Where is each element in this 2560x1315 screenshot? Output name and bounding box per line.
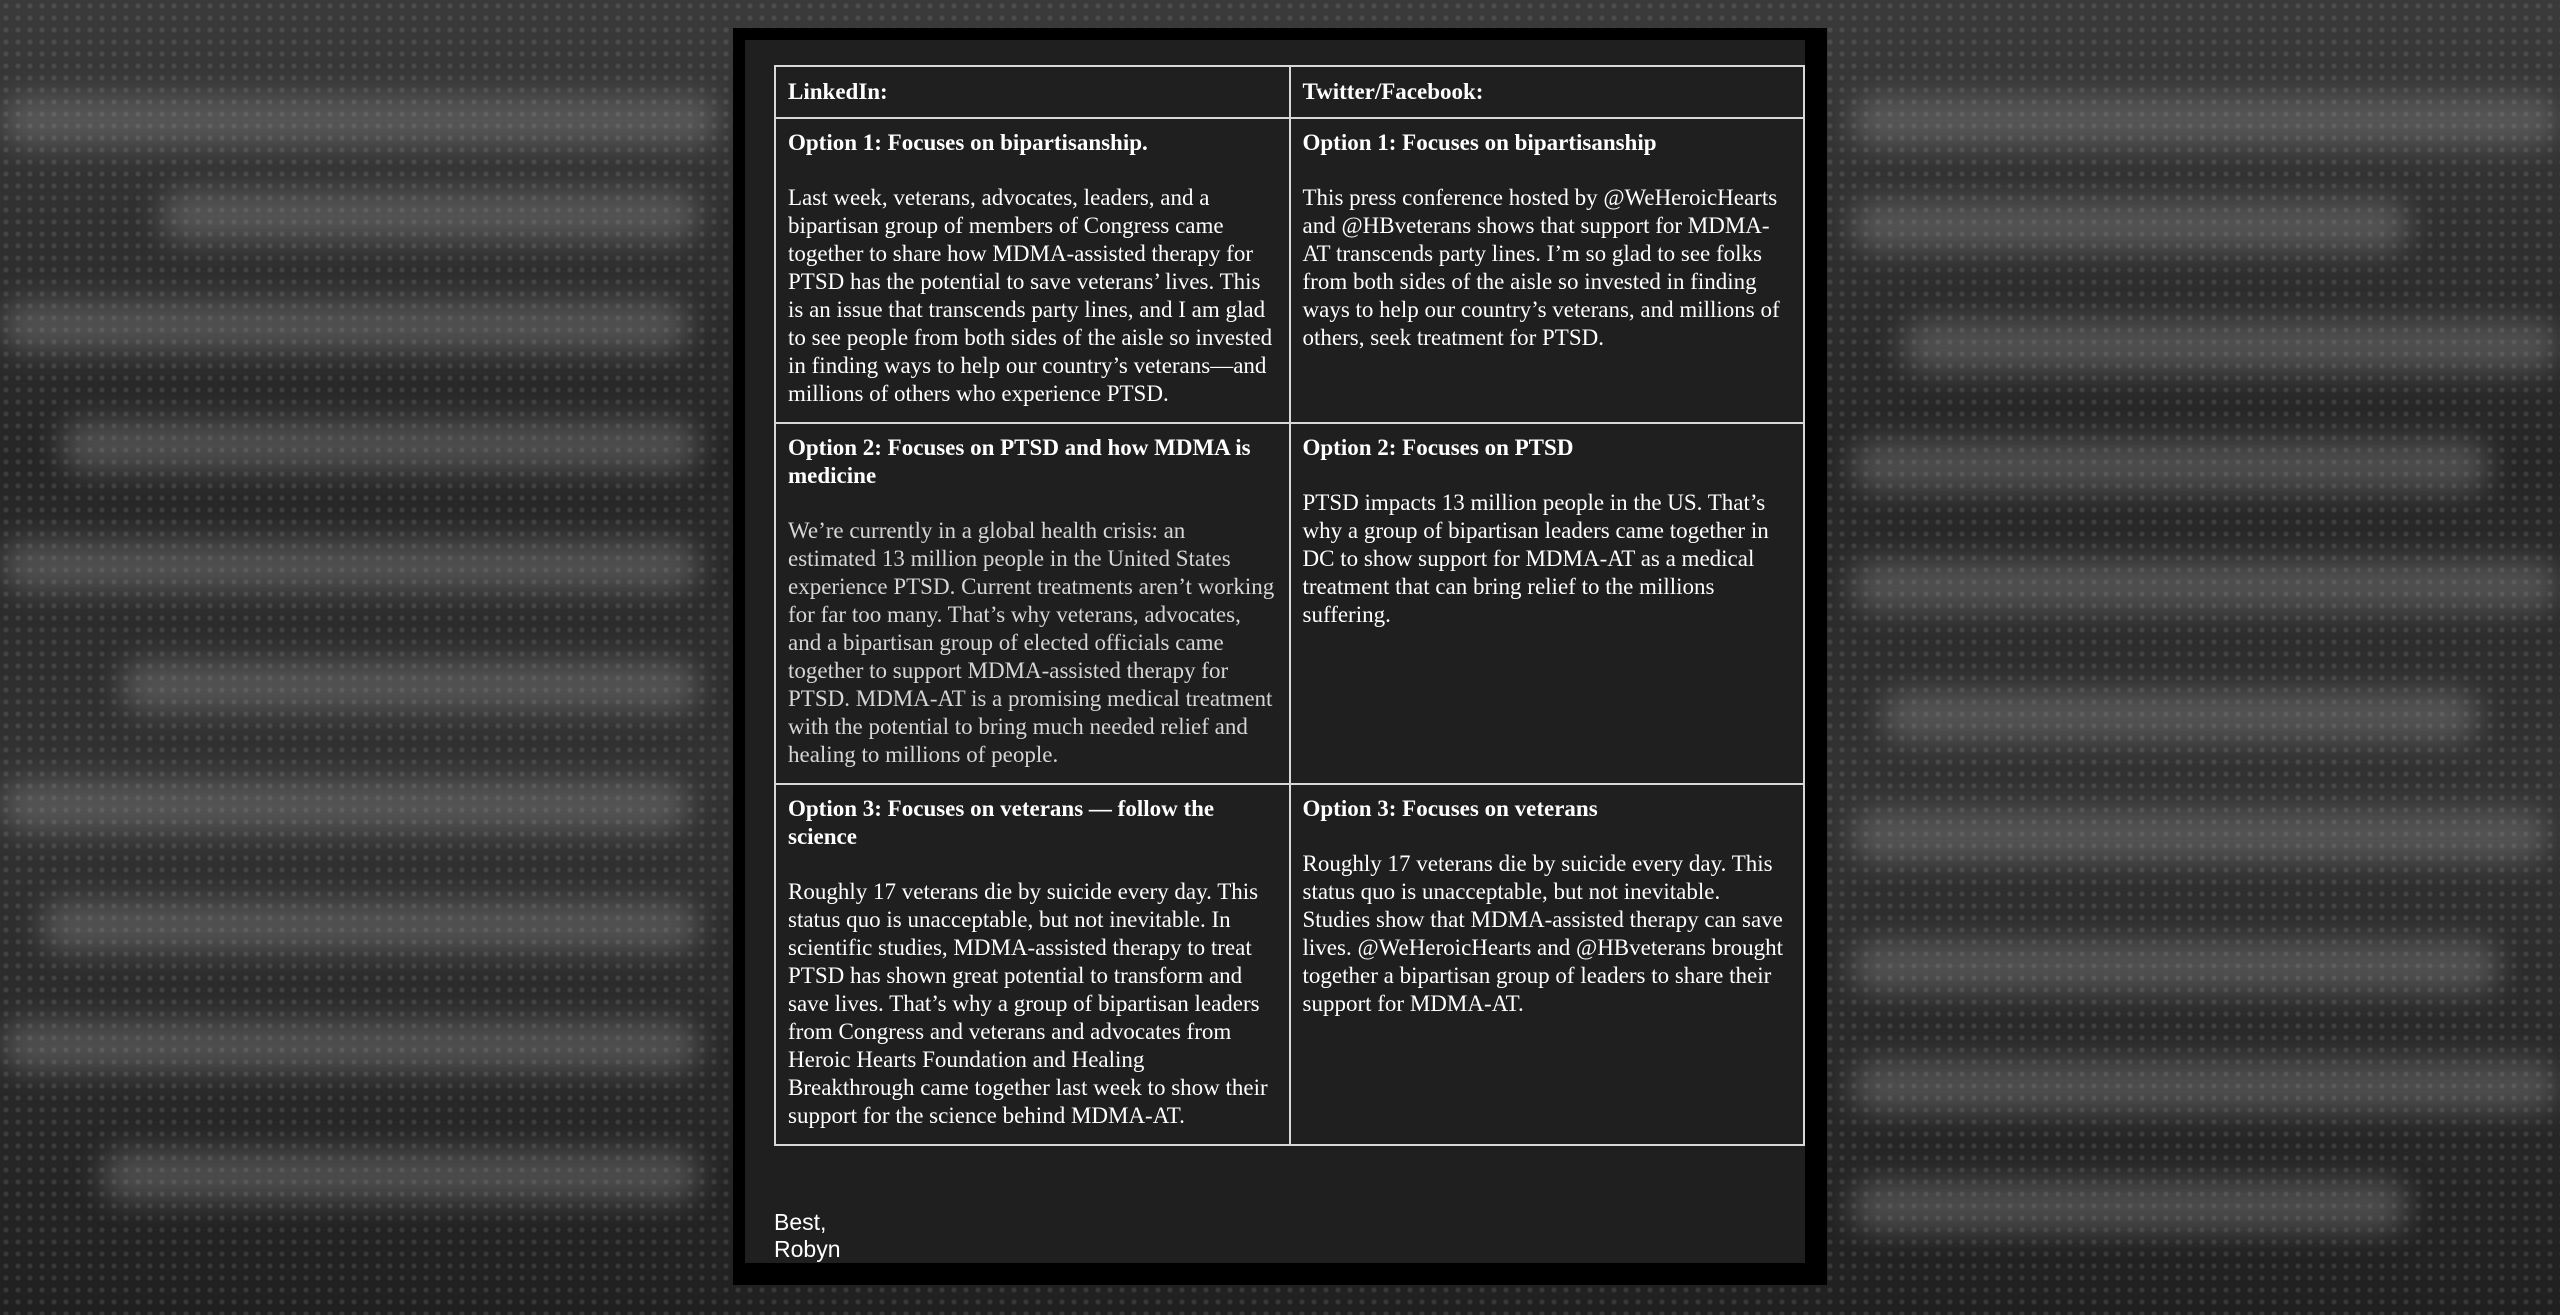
- option-body: This press conference hosted by @WeHeroicHearts and @HBveterans shows that support for MDMA-AT transcends party lines. I’m so glad to see folks from both sides of the aisle so invested in finding ways to help our country’s veterans, and millions of others, seek treatment for PTSD.: [1302, 185, 1780, 350]
- twitter-option-1-cell: [1290, 118, 1805, 423]
- social-posts-table: [774, 65, 1805, 1146]
- option-body: Roughly 17 veterans die by suicide every day. This status quo is unacceptable, but not inevitable. Studies show that MDMA-assisted therapy can save lives. @WeHeroicHearts and @HBveterans brought together a bipartisan group of leaders to share their support for MDMA-AT.: [1302, 851, 1784, 1016]
- option-title: Option 3: Focuses on veterans: [1302, 796, 1598, 821]
- linkedin-option-3-cell: [775, 784, 1290, 1145]
- option-body: PTSD impacts 13 million people in the US. That’s why a group of bipartisan leaders came together in DC to show support for MDMA-AT as a medical treatment that can bring relief to the millions suffering.: [1302, 490, 1769, 627]
- table-row: [775, 423, 1804, 784]
- table-row: [775, 784, 1804, 1145]
- option-title: Option 1: Focuses on bipartisanship.: [788, 130, 1148, 155]
- table-row: [775, 118, 1804, 423]
- twitter-option-3-cell: [1290, 784, 1805, 1145]
- signoff-greeting: Best,: [774, 1209, 827, 1235]
- table-header-row: [775, 66, 1804, 118]
- linkedin-option-1-cell: [775, 118, 1290, 423]
- option-title: Option 3: Focuses on veterans — follow the science: [788, 796, 1215, 849]
- option-body: We’re currently in a global health crisis: an estimated 13 million people in the United States experience PTSD. Current treatments aren’t working for far too many. That’s why veterans, advocates, and a bipartisan group of elected officials came together to support MDMA-assisted therapy for PTSD. MDMA-AT is a promising medical treatment with the potential to bring much needed relief and healing to millions of people.: [788, 518, 1275, 767]
- linkedin-option-2-cell: [775, 423, 1290, 784]
- option-title: Option 2: Focuses on PTSD and how MDMA is medicine: [788, 435, 1251, 488]
- option-body: Last week, veterans, advocates, leaders, and a bipartisan group of members of Congress came together to share how MDMA-assisted therapy for PTSD has the potential to save veterans’ lives. This is an issue that transcends party lines, and I am glad to see people from both sides of the aisle so invested in finding ways to help our country’s veterans—and millions of others who experience PTSD.: [788, 185, 1273, 406]
- email-preview-modal: [733, 28, 1827, 1285]
- option-title: Option 1: Focuses on bipartisanship: [1302, 130, 1657, 155]
- email-signoff: [774, 1209, 840, 1263]
- column-header-linkedin: LinkedIn:: [775, 66, 1290, 118]
- option-body: Roughly 17 veterans die by suicide every day. This status quo is unacceptable, but not inevitable. In scientific studies, MDMA-assisted therapy to treat PTSD has shown great potential to transform and save lives. That’s why a group of bipartisan leaders from Congress and veterans and advocates from Heroic Hearts Foundation and Healing Breakthrough came together last week to show their support for the science behind MDMA-AT.: [788, 879, 1268, 1128]
- email-body: [745, 40, 1805, 1263]
- signoff-name: Robyn: [774, 1236, 841, 1262]
- twitter-option-2-cell: [1290, 423, 1805, 784]
- option-title: Option 2: Focuses on PTSD: [1302, 435, 1574, 460]
- column-header-twitter-facebook: Twitter/Facebook:: [1290, 66, 1805, 118]
